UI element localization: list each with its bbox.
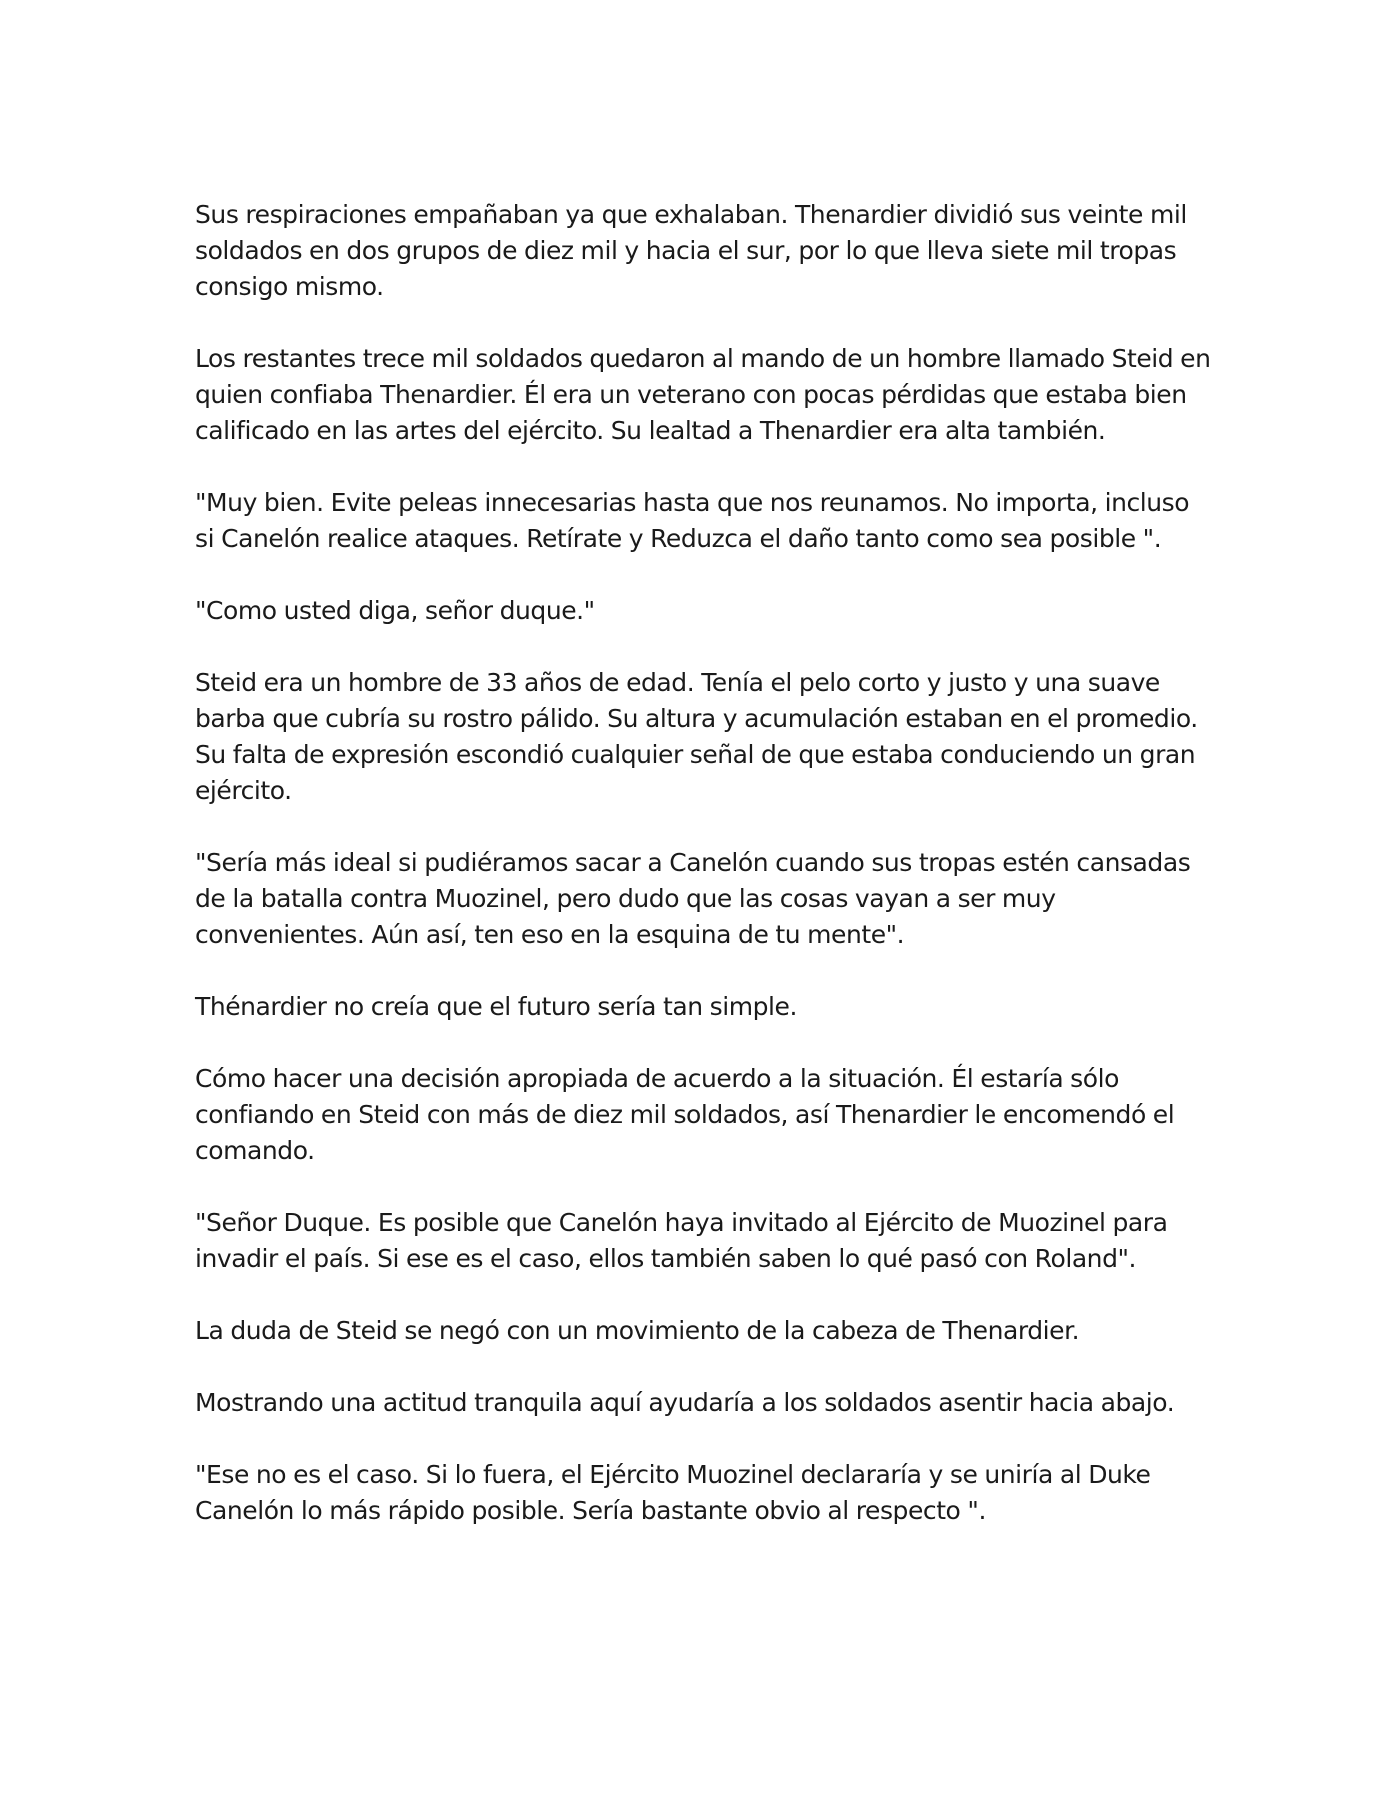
paragraph: Thénardier no creía que el futuro sería tan simple.	[195, 992, 797, 1021]
paragraph: Mostrando una actitud tranquila aquí ayudaría a los soldados asentir hacia abajo.	[195, 1388, 1175, 1417]
paragraph: Steid era un hombre de 33 años de edad. Tenía el pelo corto y justo y una suave barba que cubría su rostro pálido. Su altura y acumulación estaban en el promedio. Su falta de expresión escondió cualquier señal de que estaba conduciendo un gran ejército.	[195, 668, 1198, 805]
paragraph: Sus respiraciones empañaban ya que exhalaban. Thenardier dividió sus veinte mil soldados en dos grupos de diez mil y hacia el sur, por lo que lleva siete mil tropas consigo mismo.	[195, 200, 1187, 301]
paragraph: La duda de Steid se negó con un movimiento de la cabeza de Thenardier.	[195, 1316, 1080, 1345]
paragraph: Cómo hacer una decisión apropiada de acuerdo a la situación. Él estaría sólo confiando en Steid con más de diez mil soldados, así Thenardier le encomendó el comando.	[195, 1064, 1175, 1165]
paragraph: "Ese no es el caso. Si lo fuera, el Ejército Muozinel declararía y se uniría al Duke Canelón lo más rápido posible. Sería bastante obvio al respecto ".	[195, 1460, 1151, 1525]
paragraph: "Muy bien. Evite peleas innecesarias hasta que nos reunamos. No importa, incluso si Canelón realice ataques. Retírate y Reduzca el daño tanto como sea posible ".	[195, 488, 1190, 553]
document-body	[195, 197, 1215, 1565]
paragraph: "Como usted diga, señor duque."	[195, 596, 595, 625]
paragraph: Los restantes trece mil soldados quedaron al mando de un hombre llamado Steid en quien confiaba Thenardier. Él era un veterano con pocas pérdidas que estaba bien calificado en las artes del ejército. Su lealtad a Thenardier era alta también.	[195, 344, 1211, 445]
paragraph: "Sería más ideal si pudiéramos sacar a Canelón cuando sus tropas estén cansadas de la batalla contra Muozinel, pero dudo que las cosas vayan a ser muy convenientes. Aún así, ten eso en la esquina de tu mente".	[195, 848, 1191, 949]
paragraph: "Señor Duque. Es posible que Canelón haya invitado al Ejército de Muozinel para invadir el país. Si ese es el caso, ellos también saben lo qué pasó con Roland".	[195, 1208, 1168, 1273]
